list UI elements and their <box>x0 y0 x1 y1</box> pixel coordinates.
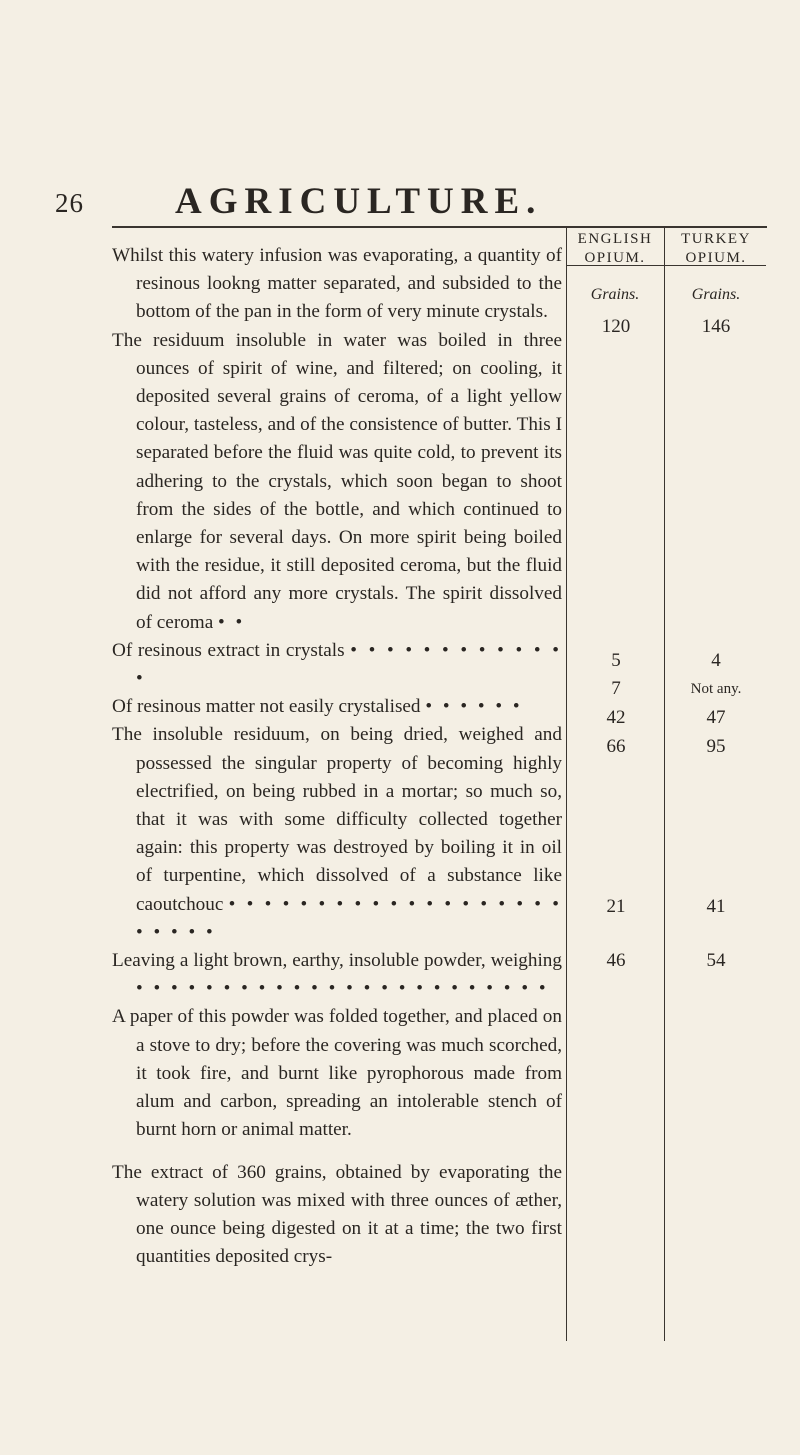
value-english-insoluble-residuum: 66 <box>606 736 626 757</box>
paragraph-ceroma <box>112 327 562 637</box>
paragraph-resinous-extract <box>112 637 562 693</box>
leader-dots: • • • • • • • • • • • • • • • • • • • • • • • • <box>136 893 562 943</box>
value-turkey-ceroma: 4 <box>711 650 721 671</box>
running-head: AGRICULTURE. <box>175 181 543 222</box>
value-english-resinous-matter: 42 <box>606 707 626 728</box>
unit-turkey: Grains. <box>691 286 741 303</box>
leader-dots: • • • • • • <box>425 696 523 718</box>
paragraph-evaporation: Whilst this watery infusion was evaporating, a quantity of resinous lookng matter separated, and subsided to the bottom of the pan in the form of very minute crystals. <box>112 245 562 323</box>
leader-dots: • • • • • • • • • • • • • <box>136 639 562 690</box>
leader-dots: • • <box>218 611 246 633</box>
header-rule <box>112 226 767 228</box>
value-english-ceroma: 5 <box>611 650 621 671</box>
value-english-alcohol-extract: 120 <box>601 316 631 337</box>
body-text <box>112 242 562 1271</box>
column-rule-middle <box>664 226 665 1341</box>
paragraph-resinous-matter-text: Of resinous matter not easily crystalised <box>112 696 421 718</box>
paragraph-ceroma-text: The residuum insoluble in water was boiled in three ounces of spirit of wine, and filtered; on cooling, it deposited several grains of ceroma, of a light yellow colour, tasteless, and of the consistence of butter. This I separated before the fluid was quite cold, to prevent its adhering to the crystals, which soon began to shoot from the sides of the bottle, and which continued to enlarge for several days. On more spirit being boiled with the residue, it still deposited ceroma, but the fluid did not afford any more crystals. The spirit dissolved of ceroma <box>112 329 562 633</box>
value-english-crystals: 7 <box>611 678 621 699</box>
paragraph-resinous-matter <box>112 693 562 721</box>
column-head-turkey: TURKEY OPIUM. <box>681 231 751 266</box>
paragraph-powder-text: Leaving a light brown, earthy, insoluble powder, weighing <box>112 950 562 972</box>
value-turkey-resinous-matter: 47 <box>706 707 726 728</box>
paragraph-insoluble-residuum-text: The insoluble residuum, on being dried, weighed and possessed the singular property of becoming highly electrified, on being rubbed in a mortar; so much so, that it was with some difficulty collected together again: this property was destroyed by boiling it in oil of turpentine, which dissolved of a substance like caoutchouc <box>112 724 562 915</box>
paragraph-aether: The extract of 360 grains, obtained by evaporating the watery solution was mixed with three ounces of æther, one ounce being digested on it at a time; the two first quantities deposited crys- <box>112 1161 562 1268</box>
value-turkey-insoluble-residuum: 95 <box>706 736 726 757</box>
value-turkey-caoutchouc: 41 <box>706 896 726 917</box>
value-turkey-crystals: Not any. <box>690 681 742 697</box>
value-english-powder: 46 <box>606 950 626 971</box>
unit-english: Grains. <box>590 286 640 303</box>
paragraph-combustion: A paper of this powder was folded together, and placed on a stove to dry; before the covering was much scorched, it took fire, and burnt like pyrophorous made from alum and carbon, spreading an intolerable stench of burnt horn or animal matter. <box>112 1006 562 1141</box>
value-turkey-alcohol-extract: 146 <box>701 316 731 337</box>
paragraph-insoluble-residuum <box>112 721 562 947</box>
value-english-caoutchouc: 21 <box>606 896 626 917</box>
value-turkey-powder: 54 <box>706 950 726 971</box>
column-rule-left <box>566 226 567 1341</box>
paragraph-resinous-extract-text: Of resinous extract in crystals <box>112 639 345 661</box>
leader-dots: • • • • • • • • • • • • • • • • • • • • • • • • <box>136 978 549 1000</box>
paragraph-powder <box>112 947 562 1003</box>
page-number: 26 <box>55 188 84 218</box>
column-head-english: ENGLISH OPIUM. <box>577 231 653 266</box>
